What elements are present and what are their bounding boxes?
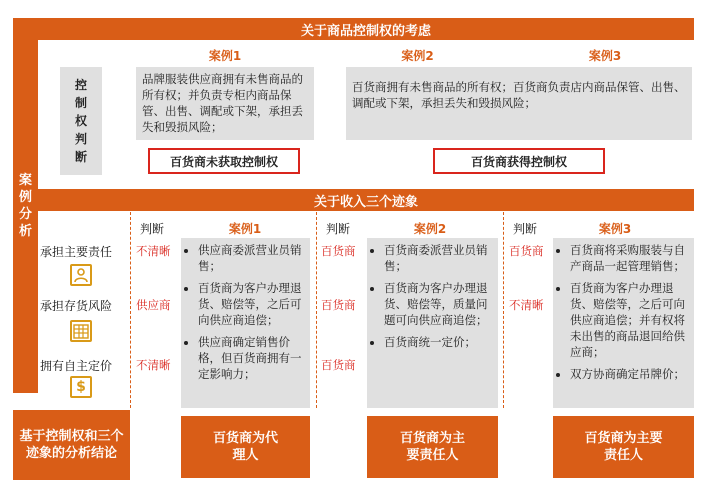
list-item: • 百货商为客户办理退货、赔偿等，之后可向供应商追偿； (198, 280, 307, 328)
row-label-inventory-risk: 承担存货风险 (40, 299, 113, 313)
case3-judgement: 不清晰 (509, 298, 544, 312)
case3-conclusion: 百货商为主要责任人 (553, 416, 694, 478)
ind-case3-title: 案例3 (598, 222, 632, 236)
case1-control-result: 百货商未获取控制权 (148, 148, 300, 174)
case2-judgement: 百货商 (321, 358, 356, 372)
conclusion-label: 基于控制权和三个迹象的分析结论 (13, 410, 130, 480)
list-item: • 供应商委派营业员销售； (198, 242, 307, 274)
list-item: • 百货商为客户办理退货、赔偿等，之后可向供应商追偿；并有权将未出售的商品退回给供应商； (570, 280, 691, 360)
row-label-main-responsibility: 承担主要责任 (40, 245, 113, 259)
judge-label: 判断 (326, 222, 351, 236)
list-item: • 百货商为客户办理退货、赔偿等，质量问题可向供应商追偿； (384, 280, 495, 328)
case1-control-text: 品牌服装供应商拥有未售商品的所有权；并负责专柜内商品保管、出售、调配或下架，承担丢失和毁损风险； (136, 67, 314, 140)
case3-judgement: 百货商 (509, 244, 544, 258)
divider (316, 212, 317, 408)
case2-judgement: 百货商 (321, 244, 356, 258)
divider (503, 212, 504, 408)
case2-judgement: 百货商 (321, 298, 356, 312)
case1-bullets (181, 238, 310, 408)
warehouse-icon (70, 320, 92, 342)
row-label-pricing: 拥有自主定价 (40, 359, 113, 373)
list-item: • 双方协商确定吊牌价； (570, 366, 691, 382)
case2-control-result: 百货商获得控制权 (433, 148, 605, 174)
control-header: 关于商品控制权的考虑 (38, 18, 694, 40)
sidebar-case-analysis: 案例分析 (13, 18, 38, 393)
case1-judgement: 不清晰 (136, 358, 171, 372)
case2-conclusion: 百货商为主要责任人 (367, 416, 498, 478)
case1-judgement: 不清晰 (136, 244, 171, 258)
indicators-header: 关于收入三个迹象 (38, 189, 694, 211)
case2-title: 案例2 (401, 49, 434, 63)
dollar-icon: $ (70, 376, 92, 398)
case3-bullets (553, 238, 694, 408)
control-judgement-label: 控制权判断 (60, 67, 102, 175)
person-icon (70, 264, 92, 286)
divider (130, 212, 131, 408)
case1-judgement: 供应商 (136, 298, 171, 312)
case2-control-text: 百货商拥有未售商品的所有权；百货商负责店内商品保管、出售、调配或下架，承担丢失和毁损风险； (346, 67, 692, 140)
list-item: • 供应商确定销售价格，但百货商拥有一定影响力； (198, 334, 307, 382)
list-item: • 百货商将采购服装与自产商品一起管理销售； (570, 242, 691, 274)
case3-title: 案例3 (588, 49, 622, 63)
case2-bullets (367, 238, 498, 408)
ind-case2-title: 案例2 (413, 222, 447, 236)
list-item: • 百货商委派营业员销售； (384, 242, 495, 274)
case1-conclusion: 百货商为代理人 (181, 416, 310, 478)
ind-case1-title: 案例1 (228, 222, 262, 236)
judge-label: 判断 (513, 222, 538, 236)
judge-label: 判断 (140, 222, 165, 236)
list-item: • 百货商统一定价； (384, 334, 495, 350)
case1-title: 案例1 (208, 49, 242, 63)
